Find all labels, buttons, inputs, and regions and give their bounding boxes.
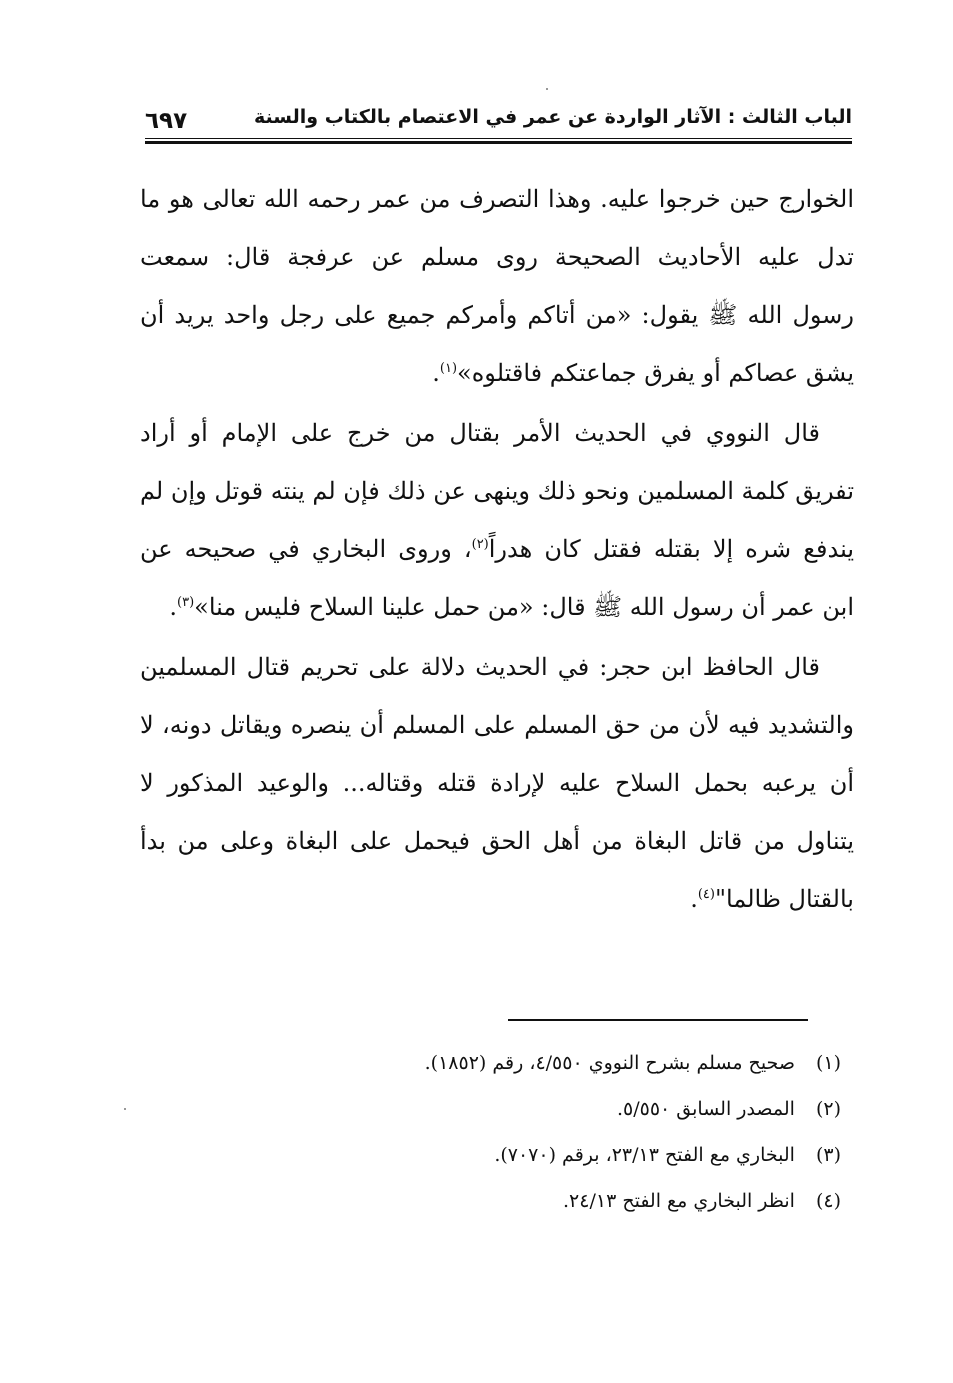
footnote-text: البخاري مع الفتح ٢٣/١٣، برقم (٧٠٧٠). <box>494 1144 795 1166</box>
footnote-separator <box>508 1019 808 1021</box>
footnote-2 <box>281 1086 841 1132</box>
paragraph-3 <box>140 638 854 928</box>
text-line: الخوارج حين خرجوا عليه. وهذا التصرف من عمر رحمه الله تعالى هو ما <box>140 185 854 213</box>
text-line: تدل عليه الأحاديث الصحيحة روى مسلم عن عرفجة قال: سمعت <box>140 243 854 271</box>
text-fragment: ابن عمر أن رسول الله ﷺ قال: «من حمل علينا السلاح فليس منا» <box>194 593 854 621</box>
text-line: قال النووي في الحديث الأمر بقتال من خرج على الإمام أو أراد <box>140 419 820 447</box>
full-stop: . <box>690 885 698 913</box>
text-fragment: ، وروى البخاري في صحيحه عن <box>140 535 472 563</box>
text-line: قال الحافظ ابن حجر: في الحديث دلالة على تحريم قتال المسلمين <box>140 653 820 681</box>
scan-speck <box>546 88 548 90</box>
text-line <box>140 870 854 928</box>
text-line: رسول الله ﷺ يقول: «من أتاكم وأمركم جميع على رجل واحد يريد أن <box>140 301 854 329</box>
running-header <box>145 100 852 144</box>
full-stop: . <box>432 359 440 387</box>
scan-speck <box>124 1108 126 1110</box>
header-rule-thin <box>145 138 852 139</box>
text-line <box>140 344 854 402</box>
footnote-ref-1[interactable]: (١) <box>439 361 458 376</box>
footnote-text: انظر البخاري مع الفتح ٢٤/١٣. <box>563 1190 795 1212</box>
header-rule <box>145 141 852 144</box>
text-line: يتناول من قاتل البغاة من أهل الحق فيحمل على البغاة وعلى من بدأ <box>140 827 854 855</box>
footnote-number: (٣) <box>815 1144 841 1166</box>
footnote-number: (٤) <box>815 1190 841 1212</box>
text-fragment: يشق عصاكم أو يفرق جماعتكم فاقتلوه» <box>457 359 854 387</box>
footnote-text: صحيح مسلم بشرح النووي ٤/٥٥٠، رقم (١٨٥٢). <box>424 1052 795 1074</box>
text-line: تفريق كلمة المسلمين ونحو ذلك وينهى عن ذلك فإن لم ينته قوتل وإن لم <box>139 477 854 505</box>
footnotes <box>281 1040 841 1224</box>
main-text <box>140 170 854 930</box>
footnote-1 <box>281 1040 841 1086</box>
full-stop: . <box>169 593 178 621</box>
text-line: والتشديد فيه لأن من حق المسلم على المسلم أن ينصره ويقاتل دونه، لا <box>140 711 854 739</box>
chapter-title: الباب الثالث : الآثار الواردة عن عمر في الاعتصام بالكتاب والسنة <box>254 106 852 128</box>
footnote-ref-3[interactable]: (٣) <box>177 595 195 610</box>
footnote-ref-2[interactable]: (٢) <box>471 537 489 552</box>
text-line <box>140 578 854 636</box>
footnote-text: المصدر السابق ٥/٥٥٠. <box>616 1098 795 1120</box>
footnote-ref-4[interactable]: (٤) <box>697 887 715 902</box>
footnote-number: (٢) <box>815 1098 841 1120</box>
footnote-3 <box>281 1132 841 1178</box>
paragraph-1 <box>140 170 854 402</box>
paragraph-2 <box>140 404 854 636</box>
footnote-4 <box>281 1178 841 1224</box>
text-fragment: بالقتال ظالما" <box>714 885 854 913</box>
text-fragment: يندفع شره إلا بقتله فقتل كان هدراً <box>488 535 855 563</box>
text-line: أن يرعبه بحمل السلاح عليه لإرادة قتله وقتاله... والوعيد المذكور لا <box>140 769 854 797</box>
footnote-number: (١) <box>815 1052 841 1074</box>
text-line <box>140 520 854 578</box>
page-number: ٦٩٧ <box>145 108 188 134</box>
